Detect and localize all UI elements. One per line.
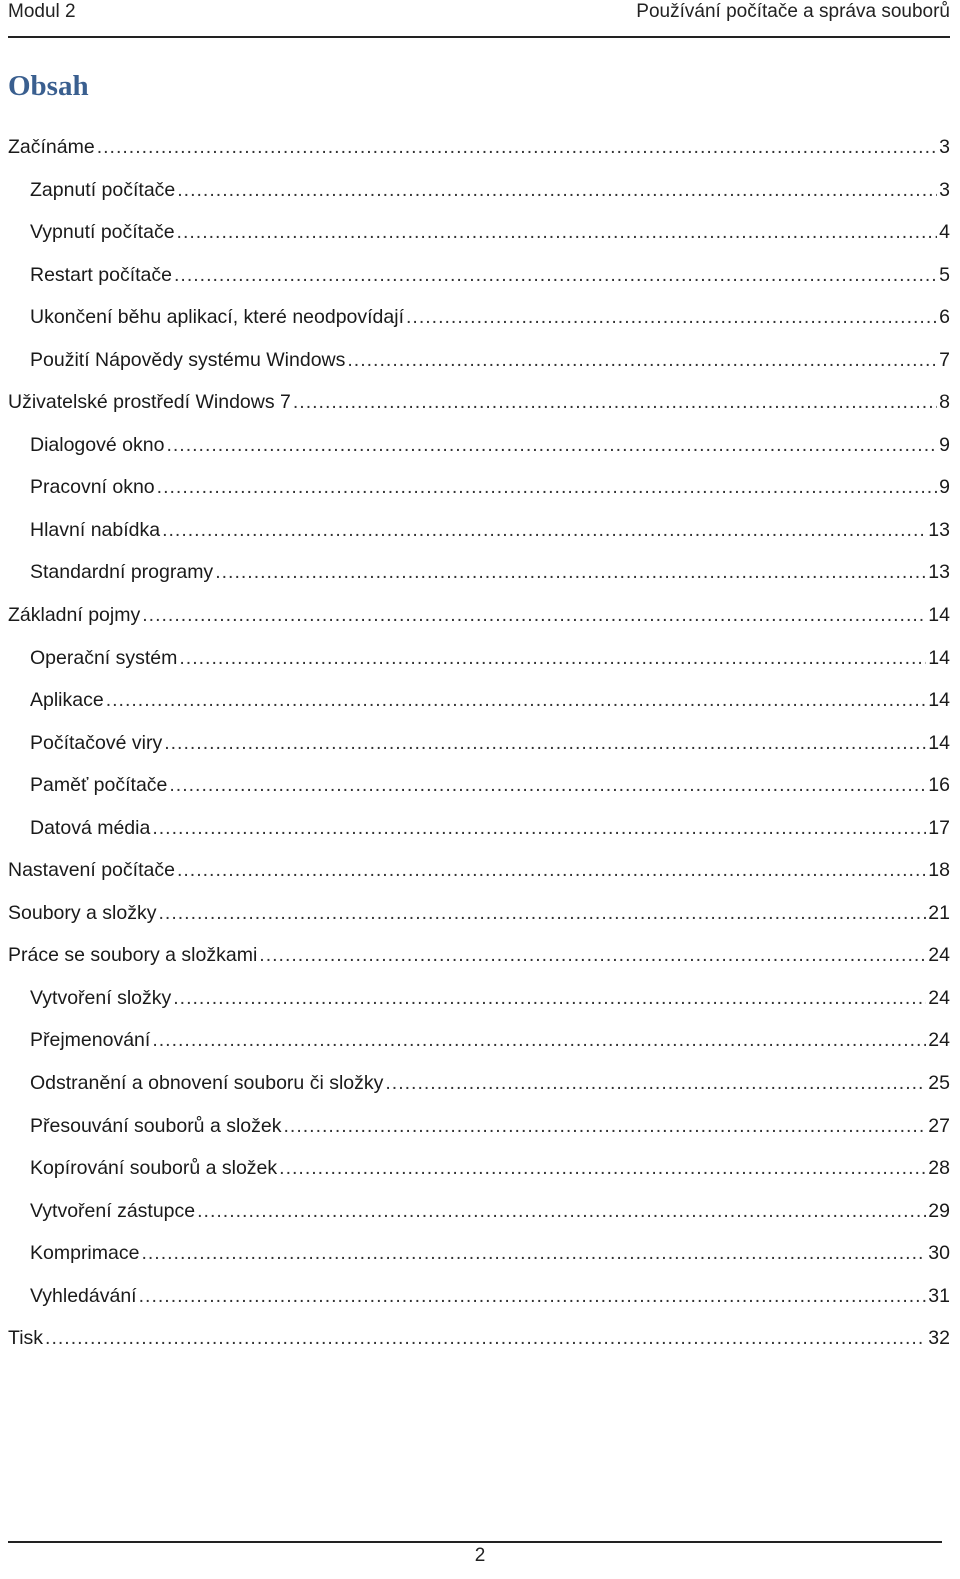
toc-entry-page: 13	[928, 518, 950, 541]
toc-entry-label: Použití Nápovědy systému Windows	[30, 348, 346, 371]
toc-entry-label: Hlavní nabídka	[30, 518, 161, 541]
toc-entry-label: Vytvoření zástupce	[30, 1199, 196, 1222]
footer-divider	[8, 1541, 942, 1543]
toc-entry[interactable]	[8, 1234, 950, 1277]
toc-dot-leader	[152, 817, 926, 840]
toc-entry-page: 7	[939, 348, 950, 371]
toc-entry-label: Komprimace	[30, 1242, 140, 1265]
toc-dot-leader	[166, 434, 937, 457]
toc-entry[interactable]	[8, 213, 950, 256]
toc-entry[interactable]	[8, 341, 950, 384]
toc-entry-page: 24	[928, 986, 950, 1009]
toc-entry-label: Vypnutí počítače	[30, 221, 175, 244]
toc-entry-label: Restart počítače	[30, 263, 172, 286]
toc-entry[interactable]	[8, 426, 950, 469]
toc-entry[interactable]	[8, 1277, 950, 1320]
toc-entry[interactable]	[8, 724, 950, 767]
toc-dot-leader	[141, 1242, 926, 1265]
toc-entry-page: 5	[939, 263, 950, 286]
toc-entry[interactable]	[8, 298, 950, 341]
toc-entry[interactable]	[8, 511, 950, 554]
toc-entry-label: Odstranění a obnovení souboru či složky	[30, 1072, 384, 1095]
toc-entry-page: 3	[939, 136, 950, 158]
toc-entry-page: 16	[928, 774, 950, 797]
toc-entry-label: Přesouvání souborů a složek	[30, 1114, 282, 1137]
toc-dot-leader	[259, 944, 926, 967]
toc-entry[interactable]	[8, 596, 950, 639]
toc-entry-page: 24	[928, 1029, 950, 1052]
toc-entry-page: 14	[928, 646, 950, 669]
page-header	[8, 0, 950, 38]
toc-entry[interactable]	[8, 851, 950, 894]
toc-dot-leader	[169, 774, 926, 797]
page-number-text: 2	[474, 1545, 486, 1566]
page-number	[0, 1545, 960, 1567]
toc-entry-page: 17	[928, 816, 950, 839]
toc-title: Obsah	[8, 70, 89, 102]
toc-entry[interactable]	[8, 1107, 950, 1150]
toc-dot-leader	[173, 987, 926, 1010]
toc-entry-page: 4	[939, 221, 950, 244]
toc-entry[interactable]	[8, 936, 950, 979]
toc-entry[interactable]	[8, 1192, 950, 1235]
toc-entry[interactable]	[8, 383, 950, 426]
toc-entry-page: 3	[939, 178, 950, 201]
toc-entry-page: 27	[928, 1114, 950, 1137]
toc-entry-page: 6	[939, 306, 950, 329]
toc-entry-page: 24	[928, 944, 950, 967]
toc-dot-leader	[174, 264, 937, 287]
toc-entry-page: 8	[939, 391, 950, 414]
toc-dot-leader	[157, 476, 937, 499]
toc-entry-page: 25	[928, 1072, 950, 1095]
toc-dot-leader	[293, 391, 937, 414]
toc-entry-label: Vyhledávání	[30, 1284, 137, 1307]
toc-entry-label: Základní pojmy	[8, 604, 141, 627]
toc-dot-leader	[283, 1115, 926, 1138]
toc-entry[interactable]	[8, 979, 950, 1022]
toc-entry-label: Soubory a složky	[8, 901, 157, 924]
toc-entry-label: Uživatelské prostředí Windows 7	[8, 391, 291, 414]
toc-entry-page: 31	[928, 1284, 950, 1307]
toc-entry-label: Ukončení běhu aplikací, které neodpovídají	[30, 306, 404, 329]
toc-dot-leader	[162, 519, 926, 542]
toc-dot-leader	[142, 604, 926, 627]
toc-entry-label: Práce se soubory a složkami	[8, 944, 258, 967]
toc-entry[interactable]	[8, 639, 950, 682]
toc-entry-label: Zapnutí počítače	[30, 178, 176, 201]
toc-entry-page: 13	[928, 561, 950, 584]
toc-dot-leader	[177, 859, 926, 882]
toc-entry-label: Paměť počítače	[30, 774, 168, 797]
toc-entry-label: Pracovní okno	[30, 476, 155, 499]
header-module: Modul 2	[8, 1, 76, 22]
toc-dot-leader	[177, 179, 937, 202]
toc-dot-leader	[139, 1285, 927, 1308]
toc-entry-page: 9	[939, 476, 950, 499]
toc-dot-leader	[45, 1327, 926, 1350]
toc-entry[interactable]	[8, 1064, 950, 1107]
toc-entry[interactable]	[8, 128, 950, 171]
toc-entry-label: Přejmenování	[30, 1029, 151, 1052]
toc-entry[interactable]	[8, 1021, 950, 1064]
toc-entry-label: Nastavení počítače	[8, 859, 175, 882]
toc-entry-page: 14	[928, 604, 950, 627]
toc-dot-leader	[197, 1200, 926, 1223]
toc-dot-leader	[406, 306, 937, 329]
toc-entry[interactable]	[8, 256, 950, 299]
toc-entry[interactable]	[8, 681, 950, 724]
toc-entry-page: 29	[928, 1199, 950, 1222]
toc-entry[interactable]	[8, 1149, 950, 1192]
toc-entry[interactable]	[8, 766, 950, 809]
toc-entry[interactable]	[8, 553, 950, 596]
toc-entry[interactable]	[8, 894, 950, 937]
toc-entry-page: 32	[928, 1327, 950, 1350]
toc-entry[interactable]	[8, 468, 950, 511]
toc-dot-leader	[159, 902, 927, 925]
toc-entry-label: Začínáme	[8, 136, 95, 158]
toc-entry-label: Datová média	[30, 816, 151, 839]
toc-dot-leader	[215, 561, 926, 584]
toc-entry-label: Dialogové okno	[30, 433, 165, 456]
toc-entry-label: Kopírování souborů a složek	[30, 1157, 278, 1180]
toc-entry-page: 18	[928, 859, 950, 882]
toc-entry[interactable]	[8, 1319, 950, 1362]
toc-dot-leader	[164, 732, 926, 755]
toc-entry[interactable]	[8, 809, 950, 852]
toc-dot-leader	[385, 1072, 926, 1095]
toc-dot-leader	[97, 136, 937, 159]
toc-entry-label: Vytvoření složky	[30, 986, 172, 1009]
toc-entry-label: Standardní programy	[30, 561, 214, 584]
table-of-contents	[8, 128, 950, 1362]
toc-entry-page: 30	[928, 1242, 950, 1265]
toc-entry-label: Operační systém	[30, 646, 178, 669]
toc-dot-leader	[177, 221, 938, 244]
toc-entry-page: 14	[928, 731, 950, 754]
toc-entry-label: Aplikace	[30, 689, 104, 712]
toc-entry-page: 21	[928, 901, 950, 924]
toc-dot-leader	[179, 647, 926, 670]
header-title: Používání počítače a správa souborů	[636, 1, 950, 22]
toc-entry-page: 14	[928, 689, 950, 712]
toc-dot-leader	[347, 349, 937, 372]
toc-entry-label: Tisk	[8, 1327, 44, 1350]
toc-dot-leader	[279, 1157, 926, 1180]
toc-dot-leader	[152, 1029, 926, 1052]
toc-entry-page: 9	[939, 433, 950, 456]
toc-entry-page: 28	[928, 1157, 950, 1180]
toc-dot-leader	[106, 689, 927, 712]
toc-entry-label: Počítačové viry	[30, 731, 163, 754]
toc-entry[interactable]	[8, 171, 950, 214]
